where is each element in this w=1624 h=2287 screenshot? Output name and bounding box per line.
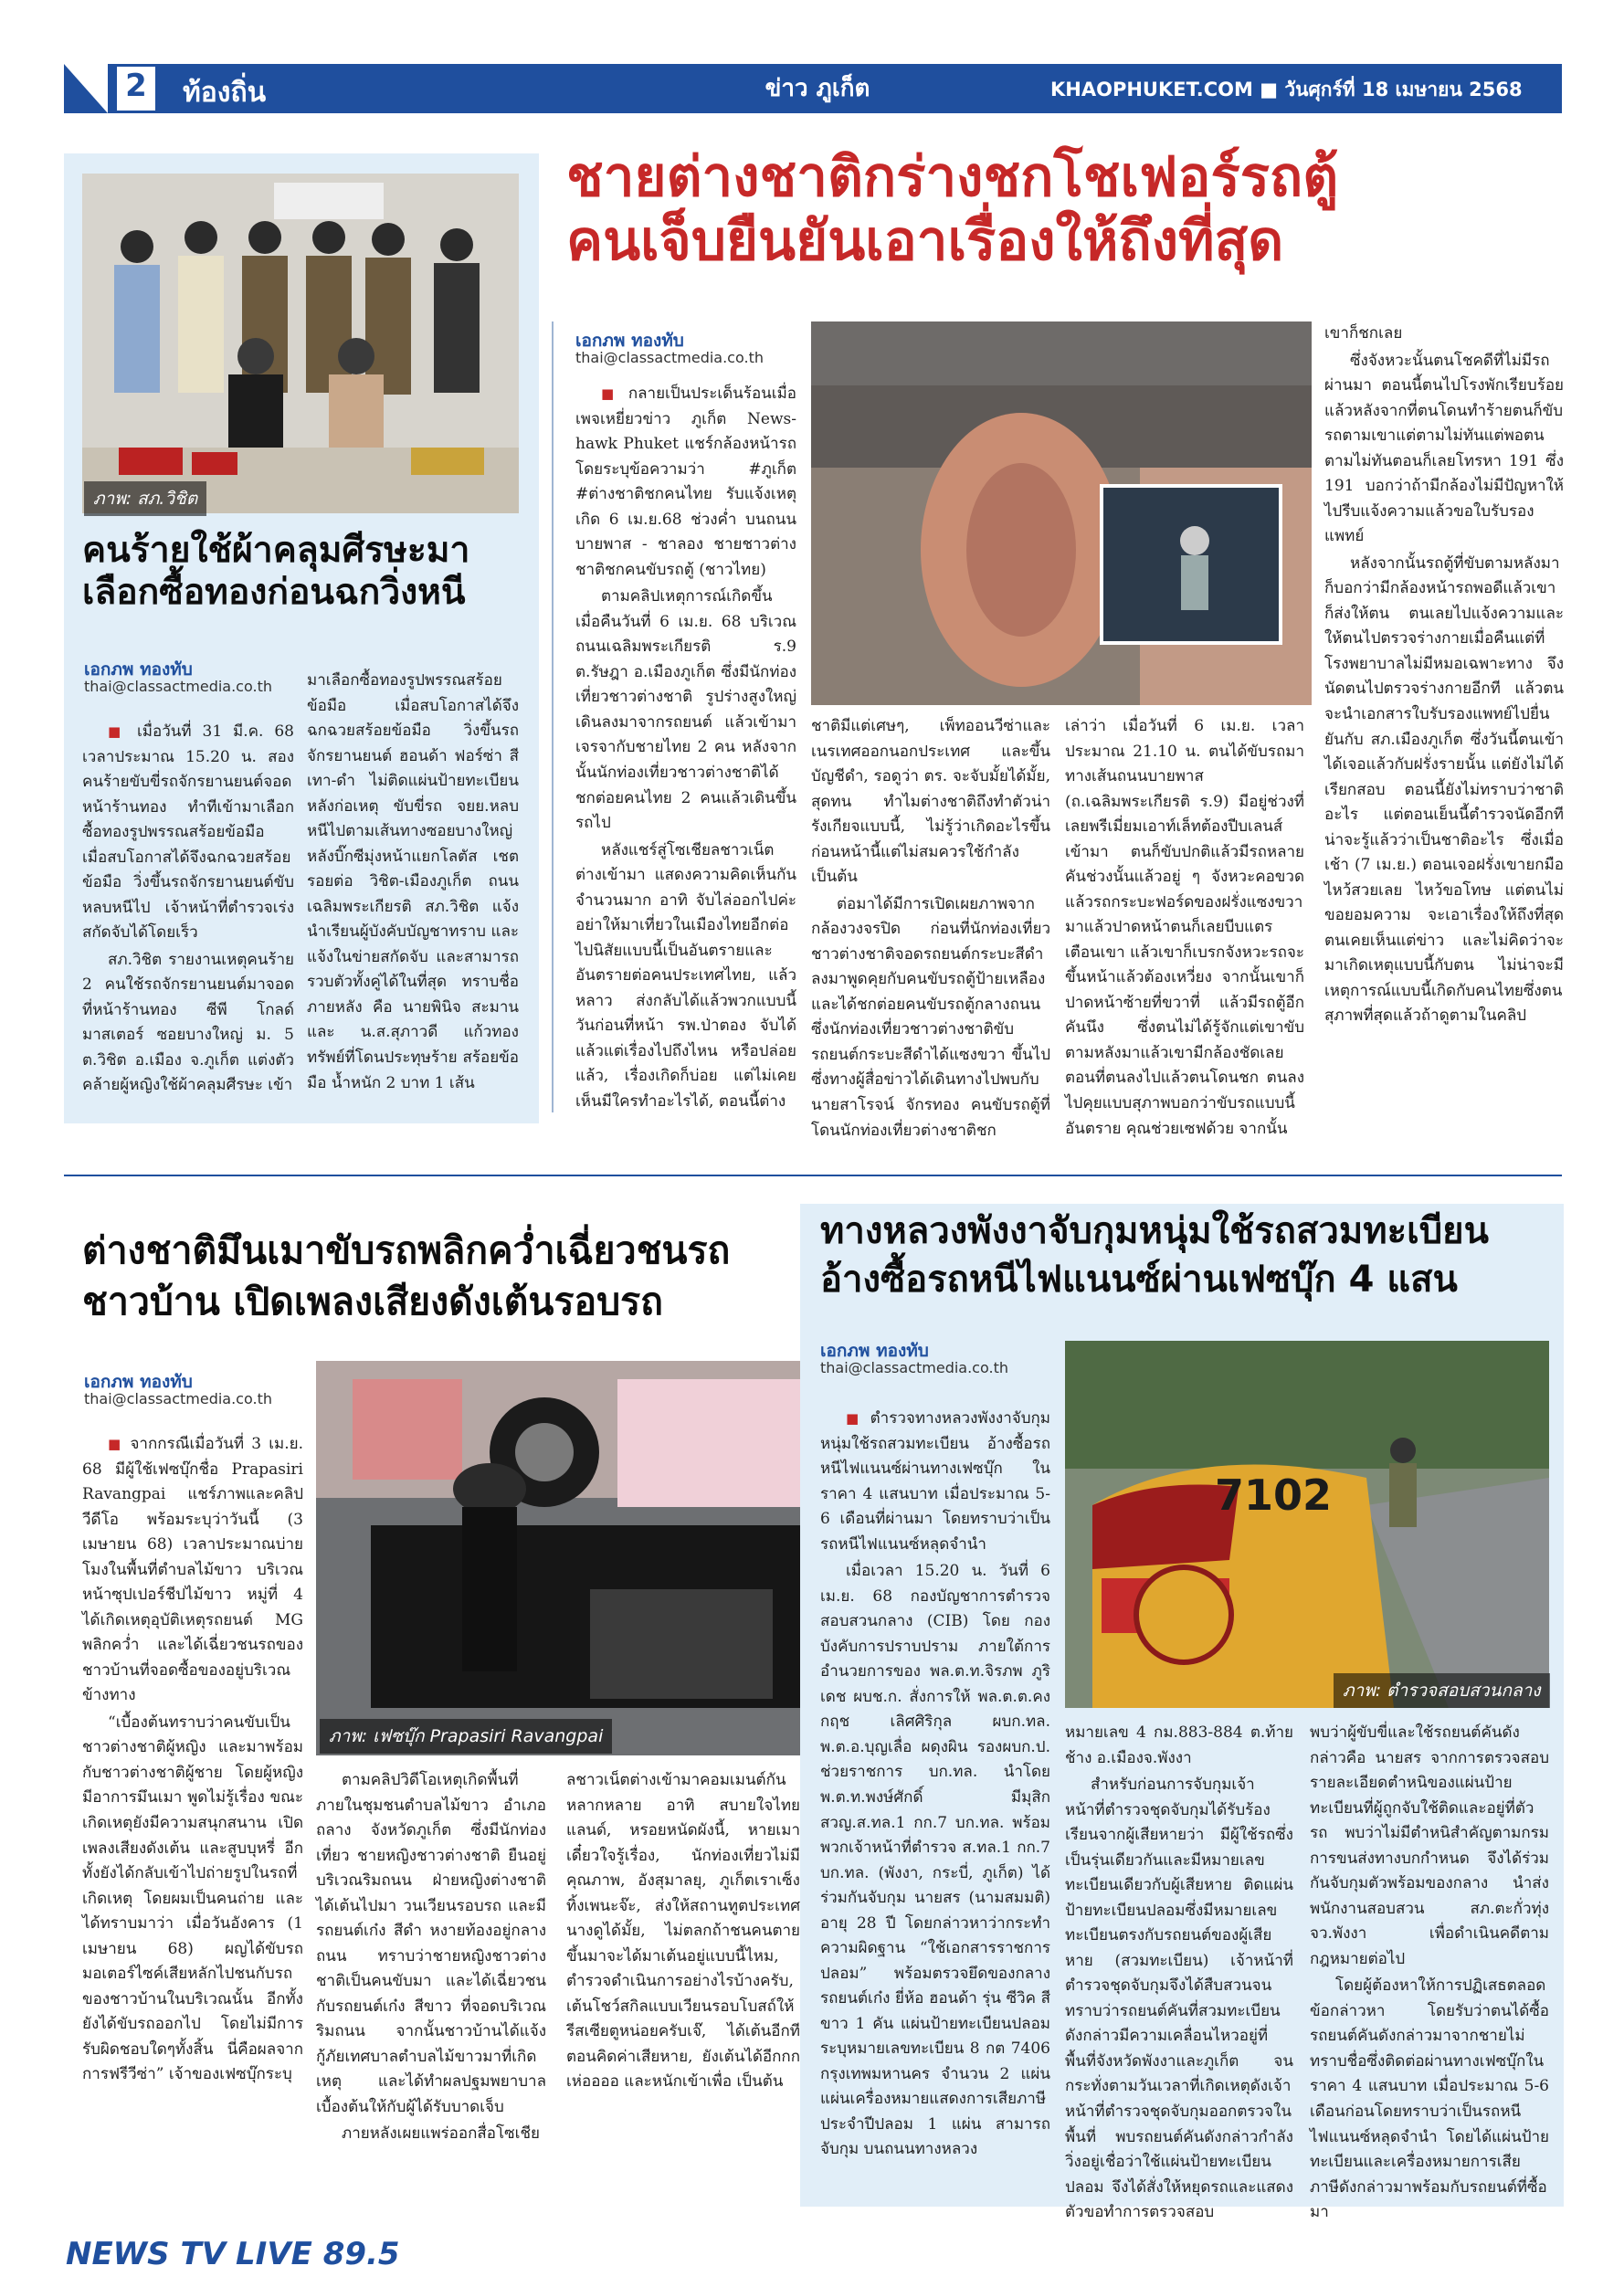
- br-col1-text: ตำรวจทางหลวงพังงาจับกุมหนุ่มใช้รถสวมทะเบียน อ้างซื้อรถหนีไฟแนนซ์ผ่านทางเฟซบุ๊ก ในราคา 4 แสนบาท เมื่อประมาณ 5-6 เดือนที่ผ่านมา โดยทราบว่าเป็นรถหนีไฟแนนซ์หลุดจำนำ: [820, 1409, 1050, 1554]
- section-corner-mark: [64, 64, 108, 113]
- main-col1c-text: หลังแชร์สู่โซเชียลชาวเน็ตต่างเข้ามา แสดงความคิดเห็นกันจำนวนมาก อาทิ จับไล่ออกไปค่ะ อย่าให้มาเที่ยวในเมืองไทยอีกต่อไปนิสัยแบบนี้เป็นอันตรายและอันตรายต่อคนประเทศไทย, แล้วหลาว ส่งกลับได้แล้วพวกแบบนี้ วันก่อนที่หน้า รพ.ป่าตอง จับได้แล้วแต่เรื่องไปถึงไหน หรือปล่อยแล้ว, เรื่องเกิดก็บ่อย แต่ไม่เคยเห็นมีใครทำอะไรได้, ตอนนี้ต่าง: [575, 840, 796, 1111]
- page-number: 2: [125, 68, 147, 104]
- br-headline-line1: ทางหลวงพังงาจับกุมหนุ่มใช้รถสวมทะเบียน: [820, 1210, 1489, 1252]
- main-col4b-text: ซึ่งจังหวะนั้นตนโชคดีที่ไม่มีรถผ่านมา ตอนนี้ตนไปโรงพักเรียบร้อยแล้วหลังจากที่ตนโดนทำร้ายตนก็ขับรถตามเขาแต่ตามไม่ทันแต่พอตนตามไม่ทันตอนก็เลยโทรหา 191 ซึ่ง 191 บอกว่าถ้ามีกล้องไม่มีปัญหาให้ไปรีบแจ้งความแล้วขอใบรับรองแพทย์: [1324, 351, 1564, 546]
- main-column-3: [1065, 714, 1304, 1138]
- main-left-rule: [552, 321, 554, 1112]
- footer-newstv-logo: NEWS TV: [66, 2236, 227, 2272]
- br-byline: เอกภพ ทองทับ: [820, 1341, 929, 1361]
- sidebar-column-1: [82, 720, 294, 1112]
- bl-column-1: [82, 1432, 303, 2199]
- ear-injury-photo: [811, 321, 1312, 705]
- br-col2b-text: สำหรับก่อนการจับกุมเจ้าหน้าที่ตำรวจชุดจับกุมได้รับร้องเรียนจากผู้เสียหายว่า มีผู้ใช้รถซึ่งเป็นรุ่นเดียวกันและมีหมายเลขทะเบียนเดียวกับผู้เสียหาย ติดแผ่นป้ายทะเบียนปลอมซึ่งมีหมายเลขทะเบียนตรงกับรถยนต์ของผู้เสียหาย (สวมทะเบียน) เจ้าหน้าที่ตำรวจชุดจับกุมจึงได้สืบสวนจนทราบว่ารถยนต์คันที่สวมทะเบียนดังกล่าวมีความเคลื่อนไหวอยู่ที่พื้นที่จังหวัดพังงาและภูเก็ต จนกระทั่งตามวันเวลาที่เกิดเหตุดังเจ้าหน้าที่ตำรวจชุดจับกุมออกตรวจในพื้นที่ พบรถยนต์คันดังกล่าวกำลังวิ่งอยู่เชื่อว่าใช้แผ่นป้ายทะเบียนปลอม จึงได้สั่งให้หยุดรถและแสดงตัวขอทำการตรวจสอบ: [1065, 1776, 1293, 2222]
- main-headline: [566, 146, 1571, 273]
- arrest-group-photo: [82, 174, 519, 513]
- police-car-number: 7102: [1215, 1470, 1333, 1520]
- bullet-square-icon: ■: [108, 723, 137, 740]
- br-headline-line2: อ้างซื้อรถหนีไฟแนนซ์ผ่านเฟซบุ๊ก 4 แสน: [820, 1258, 1458, 1301]
- section-title: ท้องถิ่น: [183, 77, 267, 109]
- br-headline: [820, 1207, 1551, 1304]
- bl-col2b-text: ภายหลังเผยแพร่ออกสื่อโซเชีย: [342, 2124, 540, 2144]
- sidebar-email: thai@classactmedia.co.th: [84, 678, 272, 695]
- bl-column-2: [316, 1768, 546, 2199]
- br-col2-text: หมายเลข 4 กม.883-884 ต.ท้ายช้าง อ.เมืองจ.พังงา: [1065, 1723, 1293, 1767]
- police-car-photo: [1065, 1341, 1549, 1708]
- site-and-date: KHAOPHUKET.COM ■ วันศุกร์ที่ 18 เมษายน 2568: [1050, 79, 1523, 100]
- br-email: thai@classactmedia.co.th: [820, 1359, 1008, 1376]
- main-column-4: [1324, 321, 1564, 1112]
- overturned-car-photo: [316, 1361, 800, 1755]
- newspaper-logo: ข่าว ภูเก็ต: [765, 75, 870, 102]
- main-headline-line1: ชายต่างชาติกร่างชกโชเฟอร์รถตู้: [566, 145, 1339, 209]
- main-headline-line2: คนเจ็บยืนยันเอาเรื่องให้ถึงที่สุด: [566, 208, 1284, 273]
- ear-injury-photo-art: [811, 321, 1312, 705]
- br-col3-text: พบว่าผู้ขับขี่และใช้รถยนต์คันดังกล่าวคือ นายสร จากการตรวจสอบรายละเอียดตำหนิของแผ่นป้ายทะเบียนที่ผู้ถูกจับใช้ติดและอยู่ที่ตัวรถ พบว่าไม่มีตำหนิสำคัญตามกรมการขนส่งทางบกกำหนด จึงได้ร่วมกันจับกุมตัวพร้อมของกลาง นำส่งพนักงานสอบสวน สภ.ตะกั่วทุ่ง จว.พังงา เพื่อดำเนินคดีตามกฎหมายต่อไป: [1310, 1723, 1549, 1968]
- bullet-square-icon: ■: [846, 1410, 870, 1427]
- main-byline: เอกภพ ทองทับ: [575, 331, 684, 351]
- main-col4c-text: หลังจากนั้นรถตู้ที่ขับตามหลังมาก็บอกว่ามีกล้องหน้ารถพอดีแล้วเขาก็ส่งให้ตน ตนเลยไปแจ้งความและให้ตนไปตรวจร่างกายเมื่อคืนแต่ที่โรงพยาบาลไม่มีหมอเฉพาะทาง จึงนัดตนไปตรวจร่างกายอีกที แล้วตนจะนำเอกสารใบรับรองแพทย์ไปยื่นยันกับ สภ.เมืองภูเก็ต ซึ่งวันนี้ตนเข้าได้เจอแล้วกับฝรั่งรายนั้น แต่ยังไม่ได้เรียกสอบ ตอนนี้ยังไม่ทราบว่าชาติอะไร แต่ตอนเย็นนี้ตำรวจนัดอีกที น่าจะรู้แล้วว่าเป็นชาติอะไร ซึ่งเมื่อเช้า (7 เม.ย.) ตอนเจอฝรั่งเขายกมือไหว้สวยเลย ไหว้ขอโทษ แต่ตนไม่ขอยอมความ จะเอาเรื่องให้ถึงที่สุด ตนเคยเห็นแต่ข่าว และไม่คิดว่าจะมาเกิดเหตุแบบนี้กับตน ไม่น่าจะมีเหตุการณ์แบบนี้เกิดกับคนไทยซึ่งตนสุภาพที่สุดแล้วถ้าดูตามในคลิป: [1324, 553, 1564, 1026]
- bl-headline: [82, 1226, 804, 1328]
- sidebar-col1b-text: สภ.วิชิต รายงานเหตุคนร้าย 2 คนใช้รถจักรยานยนต์มาจอดที่หน้าร้านทอง ซีพี โกลด์ มาสเตอร์ ซอยบางใหญ่ ม. 5 ต.วิชิต อ.เมือง จ.ภูเก็ต แต่งตัวคล้ายผู้หญิงใช้ผ้าคลุมศีรษะ เข้า: [82, 950, 294, 1095]
- sidebar-col1-text: เมื่อวันที่ 31 มี.ค. 68 เวลาประมาณ 15.20 น. สองคนร้ายขับขี่รถจักรยานยนต์จอดหน้าร้านทอง ทำทีเข้ามาเลือกซื้อทองรูปพรรณสร้อยข้อมือ เมื่อสบโอกาสได้จึงฉกฉวยสร้อยข้อมือ วิ่งขึ้นรถจักรยานยนต์ขับหลบหนีไป เจ้าหน้าที่ตำรวจเร่งสกัดจับได้โดยเร็ว: [82, 722, 294, 943]
- bl-col1-text: จากกรณีเมื่อวันที่ 3 เม.ย. 68 มีผู้ใช้เฟซบุ๊กชื่อ Prapasiri Ravangpai แชร์ภาพและคลิปวีดีโอ พร้อมระบุว่าวันนี้ (3 เมษายน 68) เวลาประมาณบ่ายโมงในพื้นที่ตำบลไม้ขาว บริเวณหน้าซุปเปอร์ชีปไม้ขาว หมู่ที่ 4 ได้เกิดเหตุอุบัติเหตุรถยนต์ MG พลิกคว่ำ และได้เฉี่ยวชนรถของชาวบ้านที่จอดซื้อของอยู่บริเวณข้างทาง: [82, 1435, 303, 1705]
- sidebar-byline: เอกภพ ทองทับ: [84, 659, 193, 680]
- overturned-car-photo-art: [316, 1361, 800, 1755]
- br-column-3: [1310, 1721, 1549, 2222]
- bl-col2-text: ตามคลิปวิดีโอเหตุเกิดพื้นที่ภายในชุมชนตำบลไม้ขาว อำเภอถลาง จังหวัดภูเก็ต ซึ่งมีนักท่องเที่ยว ชายหญิงชาวต่างชาติ ยืนอยู่บริเวณริมถนน ฝ่ายหญิงต่างชาติได้เต้นไปมา วนเวียนรอบรถ และมีรถยนต์เก๋ง สีดำ หงายท้องอยู่กลางถนน ทราบว่าชายหญิงชาวต่างชาติเป็นคนขับมา และได้เฉี่ยวชนกับรถยนต์เก๋ง สีขาว ที่จอดบริเวณริมถนน จากนั้นชาวบ้านได้แจ้งกู้ภัยเทศบาลตำบลไม้ขาวมาที่เกิดเหตุ และได้ทำผลปฐมพยาบาลเบื้องต้นให้กับผู้ได้รับบาดเจ็บ: [316, 1771, 546, 2116]
- main-col4-text: เขาก็ชกเลย: [1324, 324, 1403, 343]
- br-column-1: [820, 1407, 1050, 2199]
- bl-col3-text: ลชาวเน็ตต่างเข้ามาคอมเมนต์กันหลากหลาย อาทิ สบายใจไทยแลนด์, หรอยหนัดผังนี้, หายเมาเดี๋ยวใจรู้เรื่อง, นักท่องเที่ยวไม่มีคุณภาพ, อังสุมาลยุ, ภูเก็ตเราเซ็งทิ้งเพนะจ๊ะ, ส่งให้สถานทูตประเทศนางดูได้มั้ย, ไม่ตลกถ้าชนคนตายขึ้นมาจะได้มาเต้นอยู่แบบนี้ไหม, ตำรวจดำเนินการอย่างไรบ้างครับ, เต้นโชว์สกิลแบบเวียนรอบโบสถ์ให้รีสเซียตูหน่อยครับเจ๊, ได้เต้นอีกทีตอนคิดค่าเสียหาย, ยังเต้นได้อีกกก เห่ออออ และหนักเข้าเพื่อ เป็นต้น: [566, 1771, 800, 2092]
- br-col3b-text: โดยผู้ต้องหาให้การปฏิเสธตลอดข้อกล่าวหา โดยรับว่าตนได้ซื้อรถยนต์คันดังกล่าวมาจากชายไม่ทราบชื่อซึ่งติดต่อผ่านทางเฟซบุ๊กในราคา 4 แสนบาท เมื่อประมาณ 5-6 เดือนก่อนโดยทราบว่าเป็นรถหนีไฟแนนซ์หลุดจำนำ โดยได้แผ่นป้ายทะเบียนและเครื่องหมายการเสียภาษีดังกล่าวมาพร้อมกับรถยนต์ที่ซื้อมา: [1310, 1976, 1549, 2222]
- bl-photo-caption: ภาพ: เฟซบุ๊ก Prapasiri Ravangpai: [320, 1719, 612, 1754]
- footer-live-radio-logo: LIVE 89.5: [236, 2236, 400, 2272]
- main-col2-text: ชาติมีแต่เศษๆ, เพ็ทออนวีซ่าและเนรเทศออกนอกประเทศ และขึ้นบัญชีดำ, รอดูว่า ตร. จะจับมั้ยได้มั้ย, สุดทน ทำไมต่างชาติถึงทำตัวน่ารังเกียจแบบนี้, ไม่รู้ว่าเกิดอะไรขึ้น ก่อนหน้านี้แต่ไม่สมควรใช้กำลัง เป็นต้น: [811, 717, 1050, 887]
- sidebar-col2-text: มาเลือกซื้อทองรูปพรรณสร้อยข้อมือ เมื่อสบโอกาสได้จึงฉกฉวยสร้อยข้อมือ วิ่งขึ้นรถจักรยานยนต์ ฮอนด้า ฟอร์ซ่า สีเทา-ดำ ไม่ติดแผ่นป้ายทะเบียน หลังก่อเหตุ ขับขี่รถ จยย.หลบหนีไปตามเส้นทางซอยบางใหญ่ หลังบิ๊กซีมุ่งหน้าแยกโลตัส เชตรอยต่อ วิชิต-เมืองภูเก็ต ถนนเฉลิมพระเกียรติ สภ.วิชิต แจ้งนำเรียนผู้บังคับบัญชาทราบ และแจ้งในข่ายสกัดจับ และสามารถรวบตัวทั้งคู่ได้ในที่สุด ทราบชื่อภายหลัง คือ นายพินิจ สะมาน และ น.ส.สุภาวดี แก้วทอง ทรัพย์ที่โดนประทุษร้าย สร้อยข้อมือ น้ำหนัก 2 บาท 1 เส้น: [307, 671, 519, 1092]
- sidebar-headline: คนร้ายใช้ผ้าคลุมศีรษะมาเลือกซื้อทองก่อนฉกวิ่งหนี: [82, 530, 470, 614]
- police-car-photo-art: [1065, 1341, 1549, 1708]
- bl-headline-line1: ต่างชาติมึนเมาขับรถพลิกคว่ำเฉี่ยวชนรถ: [82, 1228, 731, 1272]
- bullet-square-icon: ■: [601, 385, 628, 402]
- bl-headline-line2: ชาวบ้าน เปิดเพลงเสียงดังเต้นรอบรถ: [82, 1279, 663, 1323]
- br-col1b-text: เมื่อเวลา 15.20 น. วันที่ 6 เม.ย. 68 กองบัญชาการตำรวจสอบสวนกลาง (CIB) โดย กองบังคับการปราบปราม ภายใต้การอำนวยการของ พล.ต.ท.จิรภพ ภูริเดช ผบช.ก. สั่งการให้ พล.ต.ต.คงกฤช เลิศศิริกุล ผบก.ทล. พ.ต.อ.บุญเลื่อ ผดุงผิน รองผบก.ป. ช่วยราชการ บก.ทล. นำโดย พ.ต.ท.พงษ์ศักดิ์ มีมุสิก สวญ.ส.ทล.1 กก.7 บก.ทล. พร้อมพวกเจ้าหน้าที่ตำรวจ ส.ทล.1 กก.7 บก.ทล. (พังงา, กระบี่, ภูเก็ต) ได้ร่วมกันจับกุม นายสร (นามสมมติ) อายุ 28 ปี โดยกล่าวหาว่ากระทำความผิดฐาน “ใช้เอกสารราชการปลอม” พร้อมตรวจยึดของกลาง รถยนต์เก๋ง ยี่ห้อ ฮอนด้า รุ่น ซีวิค สีขาว 1 คัน แผ่นป้ายทะเบียนปลอม ระบุหมายเลขทะเบียน 8 กต 7406 กรุงเทพมหานคร จำนวน 2 แผ่น แผ่นเครื่องหมายแสดงการเสียภาษีประจำปีปลอม 1 แผ่น สามารถจับกุม บนถนนทางหลวง: [820, 1562, 1050, 2159]
- main-col1b-text: ตามคลิปเหตุการณ์เกิดขึ้นเมื่อคืนวันที่ 6 เม.ย. 68 บริเวณถนนเฉลิมพระเกียรติ ร.9 ต.รัษฎา อ.เมืองภูเก็ต ซึ่งมีนักท่องเที่ยวชาวต่างชาติ รูปร่างสูงใหญ่เดินลงมาจากรถยนต์ แล้วเข้ามาเจรจากับชายไทย 2 คน หลังจากนั้นนักท่องเที่ยวชาวต่างชาติได้ชกต่อยคนไทย 2 คนแล้วเดินขึ้นรถไป: [575, 587, 796, 833]
- main-email: thai@classactmedia.co.th: [575, 349, 764, 366]
- sidebar-column-2: [307, 669, 519, 1112]
- bullet-square-icon: ■: [108, 1436, 131, 1452]
- main-col1-text: กลายเป็นประเด็นร้อนเมื่อเพจเหยี่ยวข่าว ภูเก็ต News-hawk Phuket แชร์กล้องหน้ารถโดยระบุข้อความว่า #ภูเก็ต #ต่างชาติชกคนไทย รับแจ้งเหตุเกิด 6 เม.ย.68 ช่วงค่ำ บนถนนบายพาส - ชาลอง ชายชาวต่างชาติชกคนขับรถตู้ (ชาวไทย): [575, 385, 796, 579]
- bl-email: thai@classactmedia.co.th: [84, 1390, 272, 1407]
- main-col2b-text: ต่อมาได้มีการเปิดเผยภาพจากกล้องวงจรปิด ก่อนที่นักท่องเที่ยวชาวต่างชาติจอดรถยนต์กระบะสีดำ ลงมาพูดคุยกับคนขับรถตู้ป้ายเหลือง และได้ชกต่อยคนขับรถตู้กลางถนน ซึ่งนักท่องเที่ยวชาวต่างชาติขับรถยนต์กระบะสีดำได้แซงขวา ขึ้นไป ซึ่งทางผู้สื่อข่าวได้เดินทางไปพบกับนายสาโรจน์ จักรทอง คนขับรถตู้ที่โดนนักท่องเที่ยวต่างชาติชก: [811, 894, 1050, 1140]
- arrest-group-photo-art: [82, 174, 519, 513]
- sidebar-photo-caption: ภาพ: สภ.วิชิต: [84, 481, 206, 516]
- bl-byline: เอกภพ ทองทับ: [84, 1372, 193, 1392]
- bl-col1b-text: “เบื้องต้นทราบว่าคนขับเป็นชาวต่างชาติผู้หญิง และมาพร้อมกับชาวต่างชาติผู้ชาย โดยผู้หญิงมีอาการมึนเมา พูดไม่รู้เรื่อง ขณะเกิดเหตุยังมีความสนุกสนาน เปิดเพลงเสียงดังเต้น และสูบบุหรี่ อีกทั้งยังได้กลับเข้าไปถ่ายรูปในรถที่เกิดเหตุ โดยผมเป็นคนถ่าย และได้ทราบมาว่า เมื่อวันอังคาร (1 เมษายน 68) ผญได้ขับรถมอเตอร์ไซค์เสียหลักไปชนกับรถของชาวบ้านในบริเวณนั้น อีกทั้งยังได้ขับรถออกไป โดยไม่มีการรับผิดชอบใดๆทั้งสิ้น นี่คือผลจากการฟรีวีซ่า” เจ้าของเฟซบุ๊กระบุ: [82, 1713, 303, 2084]
- br-photo-caption: ภาพ: ตำรวจสอบสวนกลาง: [1334, 1673, 1550, 1708]
- br-column-2: [1065, 1721, 1293, 2222]
- section-divider: [64, 1175, 1562, 1176]
- main-col3-text: เล่าว่า เมื่อวันที่ 6 เม.ย. เวลาประมาณ 21.10 น. ตนได้ขับรถมาทางเส้นถนนบายพาส (ถ.เฉลิมพระเกียรติ ร.9) มีอยู่ช่วงที่เลยพรีเมี่ยมเอาท์เล็ทต้องปีบเลนส์เข้ามา ตนก็ขับปกติแล้วมีรถหลายคันช่วงนั้นแล้วอยู่ ๆ จังหวะคอขวดแล้วรถกระบะฟอร์ดของฝรั่งแซงขวามาแล้วปาดหน้าตนก็เลยบีบแตรเตือนเขา แล้วเขาก็เบรกจังหวะรถจะขึ้นหน้าแล้วต้องเหวี่ยง จากนั้นเขาก็ปาดหน้าซ้ายที่ขวาที่ แล้วมีรถตู้อีกคันนึง ซึ่งตนไม่ได้รู้จักแต่เขาขับตามหลังมาแล้วเขามีกล้องชัดเลย ตอนที่ตนลงไปแล้วตนโดนชก ตนลงไปคุยแบบสุภาพบอกว่าขับรถแบบนี้อันตราย คุณช่วยเซฟด้วย จากนั้น: [1065, 717, 1304, 1138]
- main-column-2: [811, 714, 1050, 1140]
- main-column-1: [575, 382, 796, 1112]
- bl-column-3: [566, 1768, 800, 2199]
